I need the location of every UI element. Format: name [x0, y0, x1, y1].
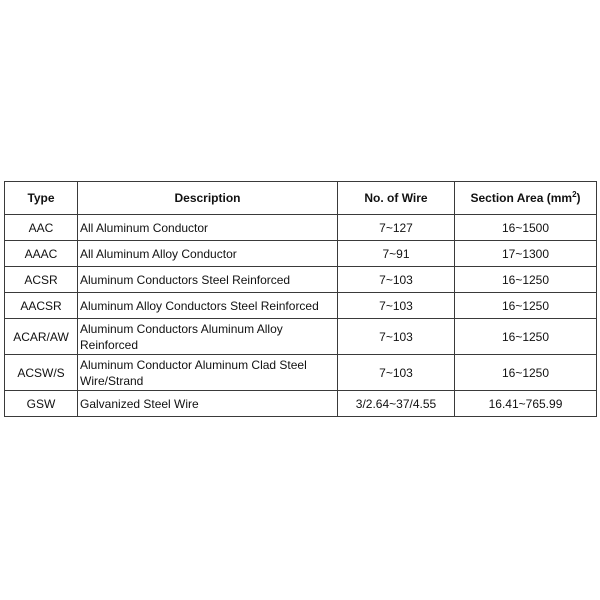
cell-section-area: 17~1300	[455, 241, 597, 267]
cell-type: GSW	[5, 391, 78, 417]
cell-no-of-wire: 7~127	[338, 215, 455, 241]
cell-section-area: 16.41~765.99	[455, 391, 597, 417]
cell-type: AACSR	[5, 293, 78, 319]
cell-section-area: 16~1250	[455, 293, 597, 319]
cell-type: AAC	[5, 215, 78, 241]
header-no-of-wire: No. of Wire	[338, 182, 455, 215]
table-row	[5, 355, 597, 391]
cell-section-area: 16~1250	[455, 319, 597, 355]
table-row	[5, 267, 597, 293]
cell-description: All Aluminum Conductor	[78, 215, 338, 241]
header-section-area-exponent: 2	[572, 190, 577, 199]
cell-section-area: 16~1500	[455, 215, 597, 241]
cell-description: Aluminum Conductor Aluminum Clad Steel Wire/Strand	[78, 355, 338, 391]
table-row	[5, 241, 597, 267]
table-row	[5, 391, 597, 417]
cell-description: Aluminum Alloy Conductors Steel Reinforced	[78, 293, 338, 319]
cell-description: Aluminum Conductors Steel Reinforced	[78, 267, 338, 293]
header-section-area-close: )	[576, 191, 581, 205]
header-type: Type	[5, 182, 78, 215]
cell-no-of-wire: 7~103	[338, 355, 455, 391]
table-header-row	[5, 182, 597, 215]
cell-section-area: 16~1250	[455, 267, 597, 293]
table-row	[5, 215, 597, 241]
cell-description: All Aluminum Alloy Conductor	[78, 241, 338, 267]
cell-section-area: 16~1250	[455, 355, 597, 391]
cell-type: AAAC	[5, 241, 78, 267]
cell-no-of-wire: 7~103	[338, 319, 455, 355]
cell-description: Galvanized Steel Wire	[78, 391, 338, 417]
conductor-spec-table	[4, 181, 597, 417]
table-row	[5, 293, 597, 319]
table-row	[5, 319, 597, 355]
cell-no-of-wire: 7~103	[338, 267, 455, 293]
header-section-area	[455, 182, 597, 215]
cell-no-of-wire: 7~91	[338, 241, 455, 267]
cell-type: ACAR/AW	[5, 319, 78, 355]
cell-description: Aluminum Conductors Aluminum Alloy Reinforced	[78, 319, 338, 355]
cell-no-of-wire: 3/2.64~37/4.55	[338, 391, 455, 417]
header-section-area-label: Section Area (mm	[470, 191, 573, 205]
cell-type: ACSR	[5, 267, 78, 293]
cell-no-of-wire: 7~103	[338, 293, 455, 319]
cell-type: ACSW/S	[5, 355, 78, 391]
header-description: Description	[78, 182, 338, 215]
